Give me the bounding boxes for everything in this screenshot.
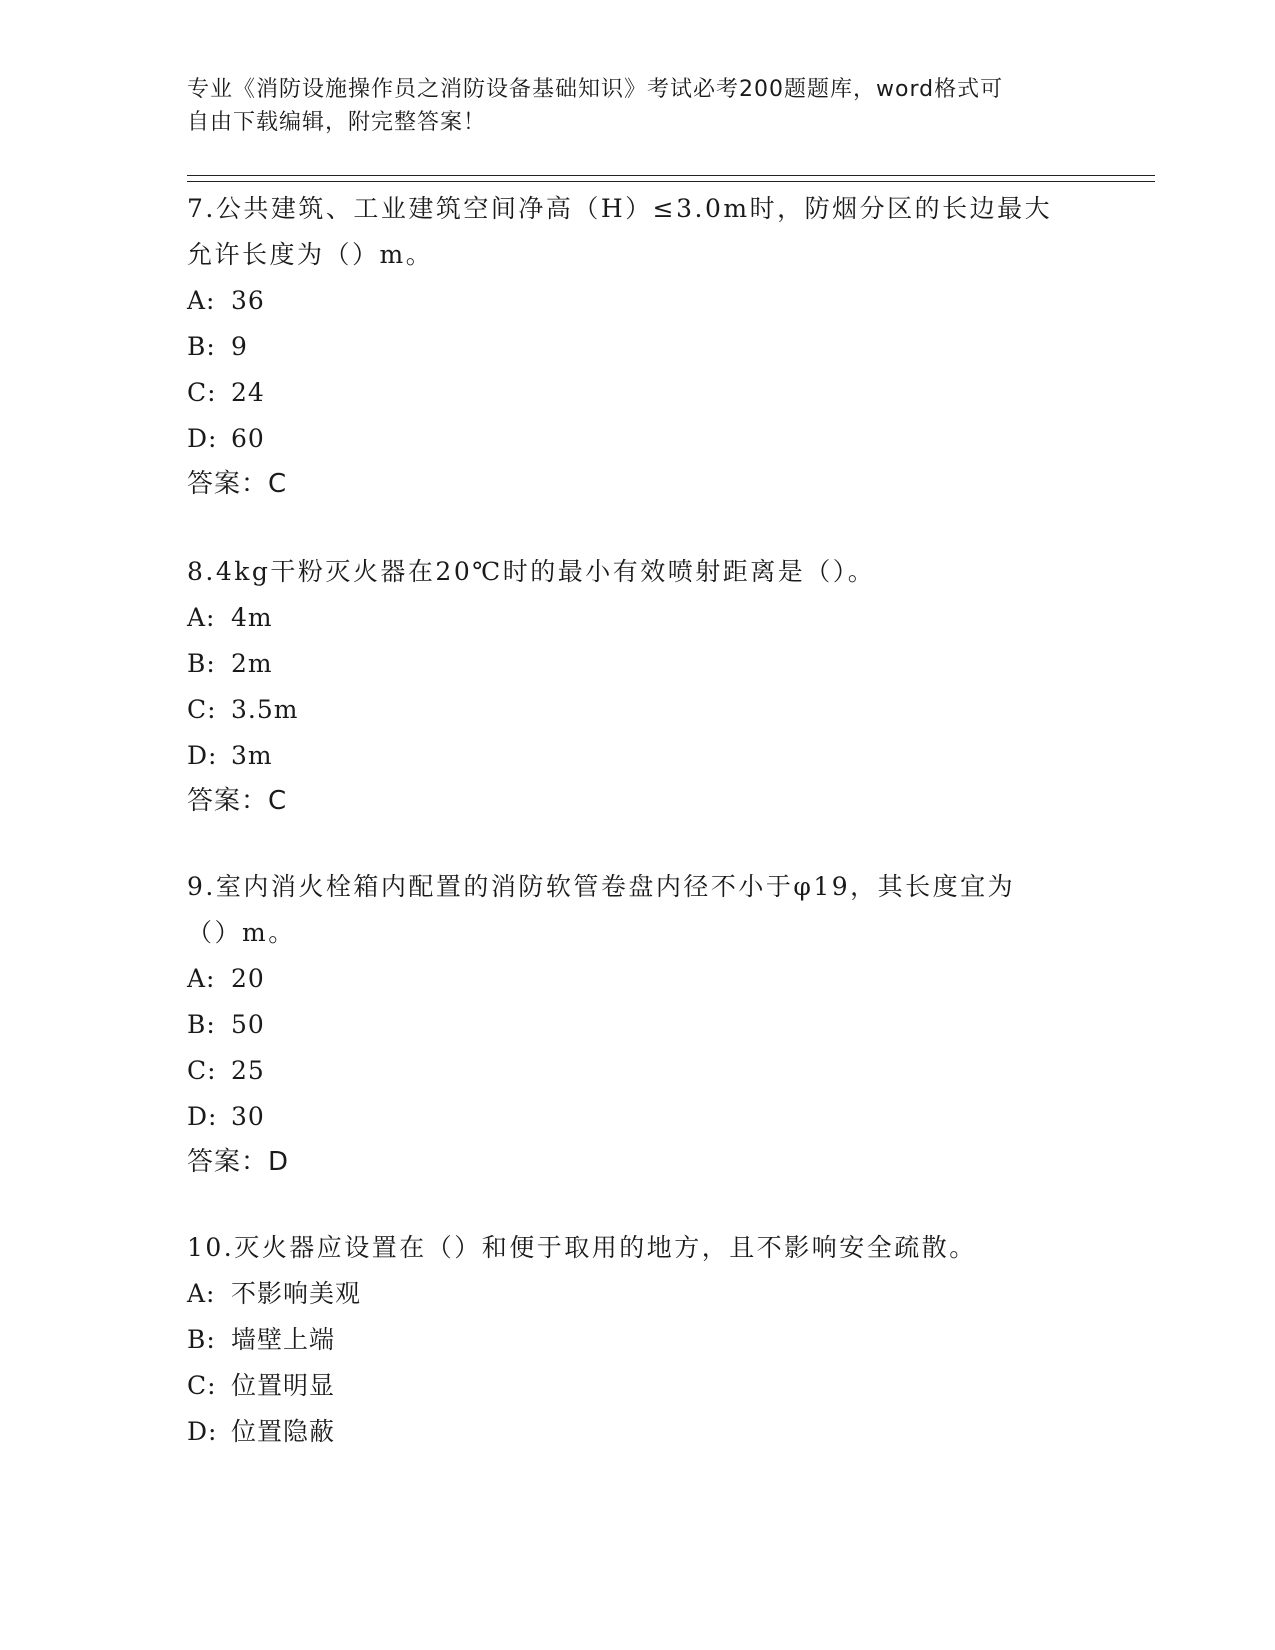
option-key: A: [187, 1279, 216, 1308]
option-text: 位置隐蔽 [231, 1417, 336, 1446]
question-stem-line-1: 8.4kg干粉灭火器在20℃时的最小有效喷射距离是（）。 [187, 557, 876, 586]
question-8 [187, 549, 1087, 823]
option-key: C: [187, 695, 217, 724]
answer-line: 答案：C [187, 469, 288, 499]
option-b [187, 1002, 1087, 1048]
option-text: 4m [231, 603, 273, 632]
header-divider-bottom [187, 181, 1155, 182]
option-key: A: [187, 603, 216, 632]
question-stem [187, 864, 1087, 956]
option-text: 24 [231, 378, 265, 407]
question-stem-line-1: 7.公共建筑、工业建筑空间净高（H）≤3.0m时，防烟分区的长边最大 [187, 194, 1053, 223]
option-a [187, 278, 1087, 324]
option-text: 墙壁上端 [231, 1325, 336, 1354]
option-d [187, 1409, 1087, 1455]
option-text: 30 [231, 1102, 265, 1131]
question-stem-line-2: （）m。 [187, 918, 296, 947]
option-text: 36 [231, 286, 265, 315]
option-a [187, 956, 1087, 1002]
question-stem-line-1: 9.室内消火栓箱内配置的消防软管卷盘内径不小于φ19，其长度宜为 [187, 872, 1016, 901]
answer-line: 答案：D [187, 1147, 290, 1177]
answer-line: 答案：C [187, 786, 288, 816]
option-text: 25 [231, 1056, 265, 1085]
header-line-1: 专业《消防设施操作员之消防设备基础知识》考试必考200题题库，word格式可 [187, 77, 1004, 102]
option-b [187, 1317, 1087, 1363]
option-key: B: [187, 1010, 216, 1039]
option-text: 位置明显 [231, 1371, 336, 1400]
option-key: A: [187, 286, 216, 315]
option-text: 不影响美观 [231, 1279, 362, 1308]
option-a [187, 1271, 1087, 1317]
option-c [187, 687, 1087, 733]
option-d [187, 733, 1087, 779]
option-key: D: [187, 1102, 218, 1131]
option-a [187, 595, 1087, 641]
option-c [187, 370, 1087, 416]
option-text: 9 [231, 332, 248, 361]
option-key: D: [187, 424, 218, 453]
option-key: D: [187, 741, 218, 770]
option-key: D: [187, 1417, 218, 1446]
option-key: B: [187, 649, 216, 678]
option-b [187, 324, 1087, 370]
question-10 [187, 1225, 1087, 1455]
header-divider-top [187, 175, 1155, 176]
option-d [187, 1094, 1087, 1140]
option-key: C: [187, 378, 217, 407]
document-header [187, 73, 1087, 139]
option-key: C: [187, 1056, 217, 1085]
option-key: A: [187, 964, 216, 993]
question-stem [187, 186, 1087, 278]
question-stem [187, 1225, 1087, 1271]
option-key: B: [187, 1325, 216, 1354]
question-stem-line-2: 允许长度为（）m。 [187, 240, 434, 269]
option-c [187, 1048, 1087, 1094]
option-key: B: [187, 332, 216, 361]
option-text: 20 [231, 964, 265, 993]
option-text: 3.5m [231, 695, 299, 724]
option-key: C: [187, 1371, 217, 1400]
option-text: 3m [231, 741, 273, 770]
question-stem [187, 549, 1087, 595]
option-c [187, 1363, 1087, 1409]
option-b [187, 641, 1087, 687]
option-d [187, 416, 1087, 462]
option-text: 2m [231, 649, 273, 678]
question-9 [187, 864, 1087, 1184]
question-stem-line-1: 10.灭火器应设置在（）和便于取用的地方，且不影响安全疏散。 [187, 1233, 977, 1262]
question-7 [187, 186, 1087, 506]
option-text: 50 [231, 1010, 265, 1039]
header-line-2: 自由下载编辑，附完整答案！ [187, 110, 487, 135]
option-text: 60 [231, 424, 265, 453]
